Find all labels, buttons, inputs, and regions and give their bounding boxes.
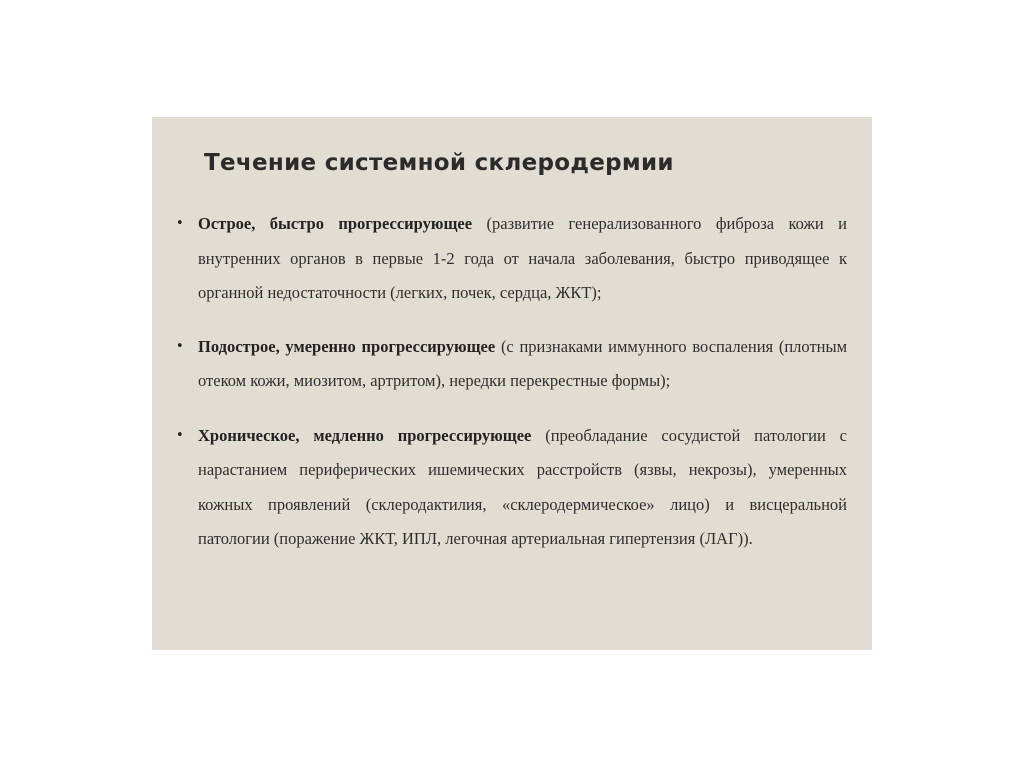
slide (152, 117, 872, 650)
bullet-body-text: (развитие генерализованного фиброза кожи и внутренних органов в первые 1-2 года от начала заболевания, быстро приводящее к органной недостаточности (легких, почек, сердца, ЖКТ); (198, 214, 847, 302)
bullet-lead-text: Подострое, умеренно прогрессирующее (198, 336, 496, 356)
slide-title: Течение системной склеродермии (204, 150, 674, 176)
bullet-body-text: (преобладание сосудистой патологии с нарастанием периферических ишемических расстройств (язвы, некрозы), умеренных кожных проявлений (склеродактилия, «склеродермическое» лицо) и висцеральной патологии (поражение ЖКТ, ИПЛ, легочная артериальная гипертензия (ЛАГ)). (198, 425, 847, 548)
bullet-list (176, 207, 848, 576)
bullet-dot-icon: • (176, 427, 184, 443)
bullet-lead-text: Хроническое, медленно прогрессирующее (198, 425, 532, 445)
bullet-item-acute (176, 207, 847, 311)
bullet-dot-icon: • (176, 216, 184, 231)
bullet-item-chronic (176, 419, 847, 557)
bullet-dot-icon: • (176, 338, 184, 354)
bullet-item-subacute (176, 330, 848, 399)
bullet-lead-text: Острое, быстро прогрессирующее (198, 214, 473, 233)
bullet-body-text: (с признаками иммунного воспаления (плотным отеком кожи, миозитом, артритом), нередки перекрестные формы); (198, 336, 848, 390)
